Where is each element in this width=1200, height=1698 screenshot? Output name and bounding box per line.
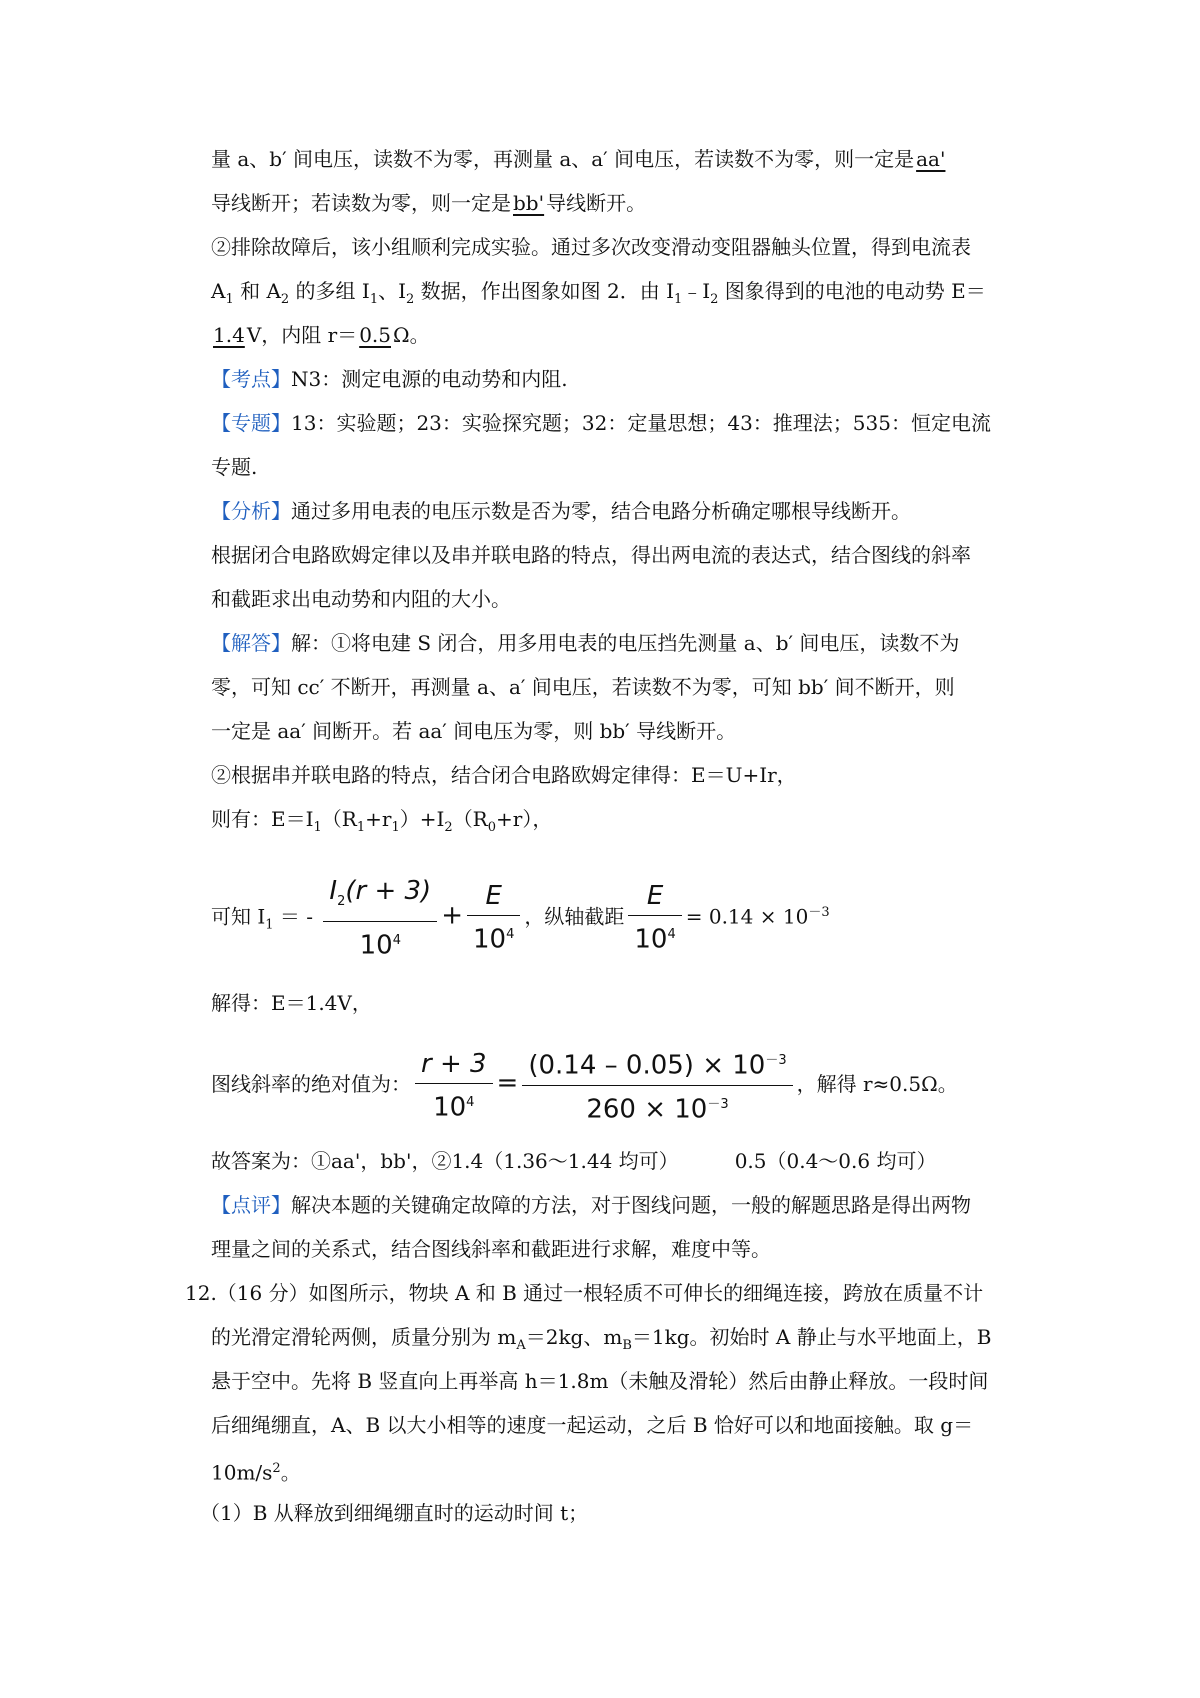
- text-line: $A_1$ 和 $A_2$ 的多组 $I_1$、$I_2$ 数据，作出图象如图 2．由 $I_1﹣I_2$ 图象得到的电池的电动势 E＝: [211, 279, 986, 307]
- text-line: 后细绳绷直，A、B 以大小相等的速度一起运动，之后 B 恰好可以和地面接触。取 g＝: [211, 1413, 974, 1437]
- text-line: 【专题】13：实验题；23：实验探究题；32：定量思想；43：推理法；535：恒定电流: [211, 411, 991, 435]
- fraction: $\frac{E}{10^4}$: [628, 879, 681, 957]
- text-line: 专题.: [211, 455, 258, 479]
- answer-blank: bb': [513, 191, 545, 215]
- fraction: $\frac{r + 3}{10^4}$: [415, 1047, 493, 1125]
- fraction: $\frac{(0.14 - 0.05) \times 10^{-3}}{260 \times 10^{-3}}$: [522, 1044, 792, 1126]
- formula-line: 可知 $I_1$ ＝ - $\frac{I_2(r + 3)}{10^4}$ + $\frac{E}{10^4}$ ，纵轴截距 $\frac{E}{10^4}$ = $0.14 \times 10^{-3}$: [211, 875, 830, 961]
- text-line: 的光滑定滑轮两侧，质量分别为 $m_A=2kg$、$m_B=1kg$。初始时 A 静止与水平地面上，B: [211, 1325, 992, 1353]
- answer-blank: 1.4: [213, 323, 245, 347]
- answer-blank: aa': [916, 147, 946, 171]
- text-line: 理量之间的关系式，结合图线斜率和截距进行求解，难度中等。: [211, 1237, 771, 1261]
- text-line: 1.4 V，内阻 r＝ 0.5 Ω。: [213, 323, 430, 347]
- text-line: 导线断开；若读数为零，则一定是 bb' 导线断开。: [211, 191, 647, 215]
- text-line: 则有：$E=I_1(R_1+r_1)+I_2(R_0+r)$，: [211, 807, 553, 835]
- text-line: 零，可知 cc′ 不断开，再测量 a、a′ 间电压，若读数不为零，可知 bb′ 间不断开，则: [211, 675, 955, 699]
- fraction: $\frac{E}{10^4}$: [467, 879, 520, 957]
- text-line: 故答案为：①aa'，bb'，②1.4（1.36～1.44 均可） 0.5（0.4～0.6 均可）: [211, 1149, 937, 1173]
- text-line: 量 a、b′ 间电压，读数不为零，再测量 a、a′ 间电压，若读数不为零，则一定是 aa': [211, 147, 946, 171]
- text-line: 悬于空中。先将 B 竖直向上再举高 h＝1.8m（未触及滑轮）然后由静止释放。一段时间: [211, 1369, 989, 1393]
- text-line: ②排除故障后，该小组顺利完成实验。通过多次改变滑动变阻器触头位置，得到电流表: [211, 235, 971, 259]
- section-tag: 【解答】: [211, 631, 291, 655]
- fraction: $\frac{I_2(r + 3)}{10^4}$: [323, 874, 437, 963]
- text-line: 解得：E＝1.4V，: [211, 991, 372, 1015]
- answer-blank: 0.5: [359, 323, 391, 347]
- text-line: 【分析】通过多用电表的电压示数是否为零，结合电路分析确定哪根导线断开。: [211, 499, 911, 523]
- sub-question: （1）B 从释放到细绳绷直时的运动时间 t；: [200, 1501, 589, 1525]
- text-line: $10m/s^2$。: [211, 1460, 301, 1485]
- section-tag: 【专题】: [211, 411, 291, 435]
- text-line: ②根据串并联电路的特点，结合闭合电路欧姆定律得：E＝U+Ir，: [211, 763, 797, 787]
- section-tag: 【考点】: [211, 367, 291, 391]
- text-line: 【点评】解决本题的关键确定故障的方法，对于图线问题，一般的解题思路是得出两物: [211, 1193, 971, 1217]
- text-line: 【考点】N3：测定电源的电动势和内阻.: [211, 367, 568, 391]
- text-line: 一定是 aa′ 间断开。若 aa′ 间电压为零，则 bb′ 导线断开。: [211, 719, 737, 743]
- section-tag: 【分析】: [211, 499, 291, 523]
- text-line: 【解答】解：①将电建 S 闭合，用多用电表的电压挡先测量 a、b′ 间电压，读数不为: [211, 631, 960, 655]
- formula-line: 图线斜率的绝对值为： $\frac{r + 3}{10^4}$ = $\frac{(0.14 - 0.05) \times 10^{-3}}{260 \times 10^{-3}}$ ，解得 r≈0.5Ω。: [211, 1070, 958, 1097]
- question-number-line: 12.（16 分）如图所示，物块 A 和 B 通过一根轻质不可伸长的细绳连接，跨放在质量不计: [185, 1281, 984, 1305]
- text-line: 和截距求出电动势和内阻的大小。: [211, 587, 511, 611]
- text-line: 根据闭合电路欧姆定律以及串并联电路的特点，得出两电流的表达式，结合图线的斜率: [211, 543, 971, 567]
- section-tag: 【点评】: [211, 1193, 291, 1217]
